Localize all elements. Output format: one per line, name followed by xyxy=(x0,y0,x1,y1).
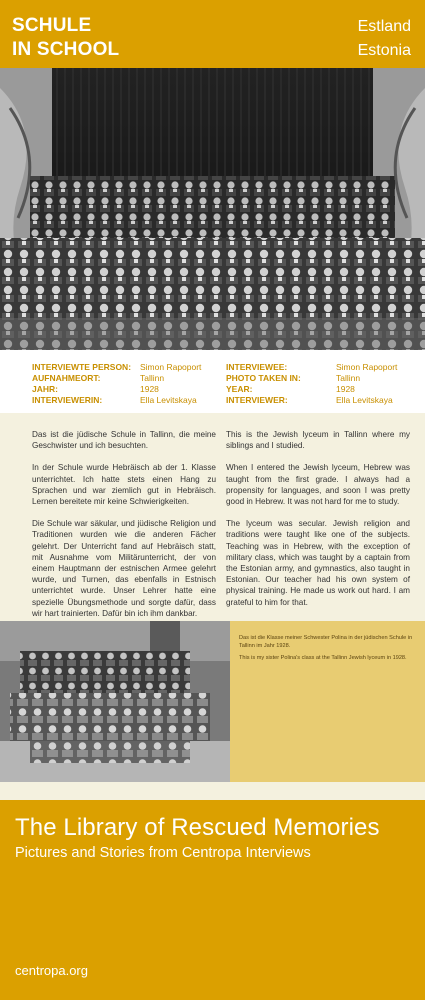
story-paragraph: The lyceum was secular. Jewish religion and traditions were taught like one of the subjects. Teaching was in Hebrew, with the exception of military class, which was taught by a captain from the Estonian army, and gymnastics, also taught in Estonian. Our teacher had his own system of physical training. He made us work out hard. I am grateful to him for that. xyxy=(226,519,410,607)
separator-band xyxy=(0,782,425,800)
meta-label: AUFNAHMEORT: xyxy=(32,373,101,383)
meta-value: Ella Levitskaya xyxy=(336,395,393,405)
meta-value: Tallinn xyxy=(336,373,361,383)
meta-value: Simon Rapoport xyxy=(140,362,202,372)
story-text-area xyxy=(0,413,425,621)
library-title: The Library of Rescued Memories xyxy=(15,814,380,841)
meta-label: YEAR: xyxy=(226,384,253,394)
story-paragraph: Die Schule war säkular, und jüdische Religion und Traditionen wurden wie die anderen Fächer gelehrt. Der Unterricht fand auf Hebräisch statt, mit Ausnahme vom Militärunterricht, der von einem Hauptmann der estnischen Armee gelehrt wurde, und Turnen, das ebenfalls in Estnisch unterrichtet wurde. Unser Lehrer hatte eine spezielle Übungsmethode und sorgte dafür, dass wir hart trainierten. Dafür bin ich ihm dankbar. xyxy=(32,519,216,618)
footer-band xyxy=(0,800,425,1000)
story-paragraph: In der Schule wurde Hebräisch ab der 1. Klasse unterrichtet. Ich hatte stets einen Hang zu Sprachen und war ziemlich gut in Hebräisch. Lernen bereitete mir keine Schwierigkeiten. xyxy=(32,463,216,507)
meta-label: INTERVIEWTE PERSON: xyxy=(32,362,132,372)
story-column-german xyxy=(32,429,216,630)
interview-metadata xyxy=(0,350,425,413)
meta-label: PHOTO TAKEN IN: xyxy=(226,373,301,383)
meta-value: Ella Levitskaya xyxy=(140,395,197,405)
class-photo xyxy=(0,621,230,782)
meta-label: INTERVIEWEE: xyxy=(226,362,288,372)
title-english: IN SCHOOL xyxy=(12,39,120,60)
meta-value: 1928 xyxy=(140,384,159,394)
story-paragraph: Das ist die jüdische Schule in Tallinn, die meine Geschwister und ich besuchten. xyxy=(32,430,216,451)
country-german: Estland xyxy=(357,18,411,35)
meta-value: 1928 xyxy=(336,384,355,394)
school-group-photo xyxy=(0,68,425,350)
caption-german: Das ist die Klasse meiner Schwester Polina in der jüdischen Schule in Tallinn im Jahr 1928. xyxy=(239,635,413,649)
website-link[interactable]: centropa.org xyxy=(15,963,88,978)
photo-caption-box xyxy=(230,621,425,782)
story-column-english xyxy=(226,429,410,619)
class-photo-art xyxy=(0,621,230,782)
meta-label: INTERVIEWERIN: xyxy=(32,395,103,405)
story-paragraph: When I entered the Jewish lyceum, Hebrew was taught from the first grade. I always had a propensity for languages, and soon I was pretty good in Hebrew. It was not hard for me to study. xyxy=(226,463,410,507)
title-german: SCHULE xyxy=(12,15,92,36)
school-group-photo-art xyxy=(0,68,425,350)
country-english: Estonia xyxy=(357,42,411,59)
header-band xyxy=(0,0,425,68)
story-paragraph: This is the Jewish lyceum in Tallinn where my siblings and I studied. xyxy=(226,430,410,451)
meta-label: INTERVIEWER: xyxy=(226,395,288,405)
meta-label: JAHR: xyxy=(32,384,58,394)
meta-value: Simon Rapoport xyxy=(336,362,398,372)
caption-english: This is my sister Polina's class at the Tallinn Jewish lyceum in 1928. xyxy=(239,655,407,661)
library-subtitle: Pictures and Stories from Centropa Interviews xyxy=(15,845,311,861)
meta-value: Tallinn xyxy=(140,373,165,383)
